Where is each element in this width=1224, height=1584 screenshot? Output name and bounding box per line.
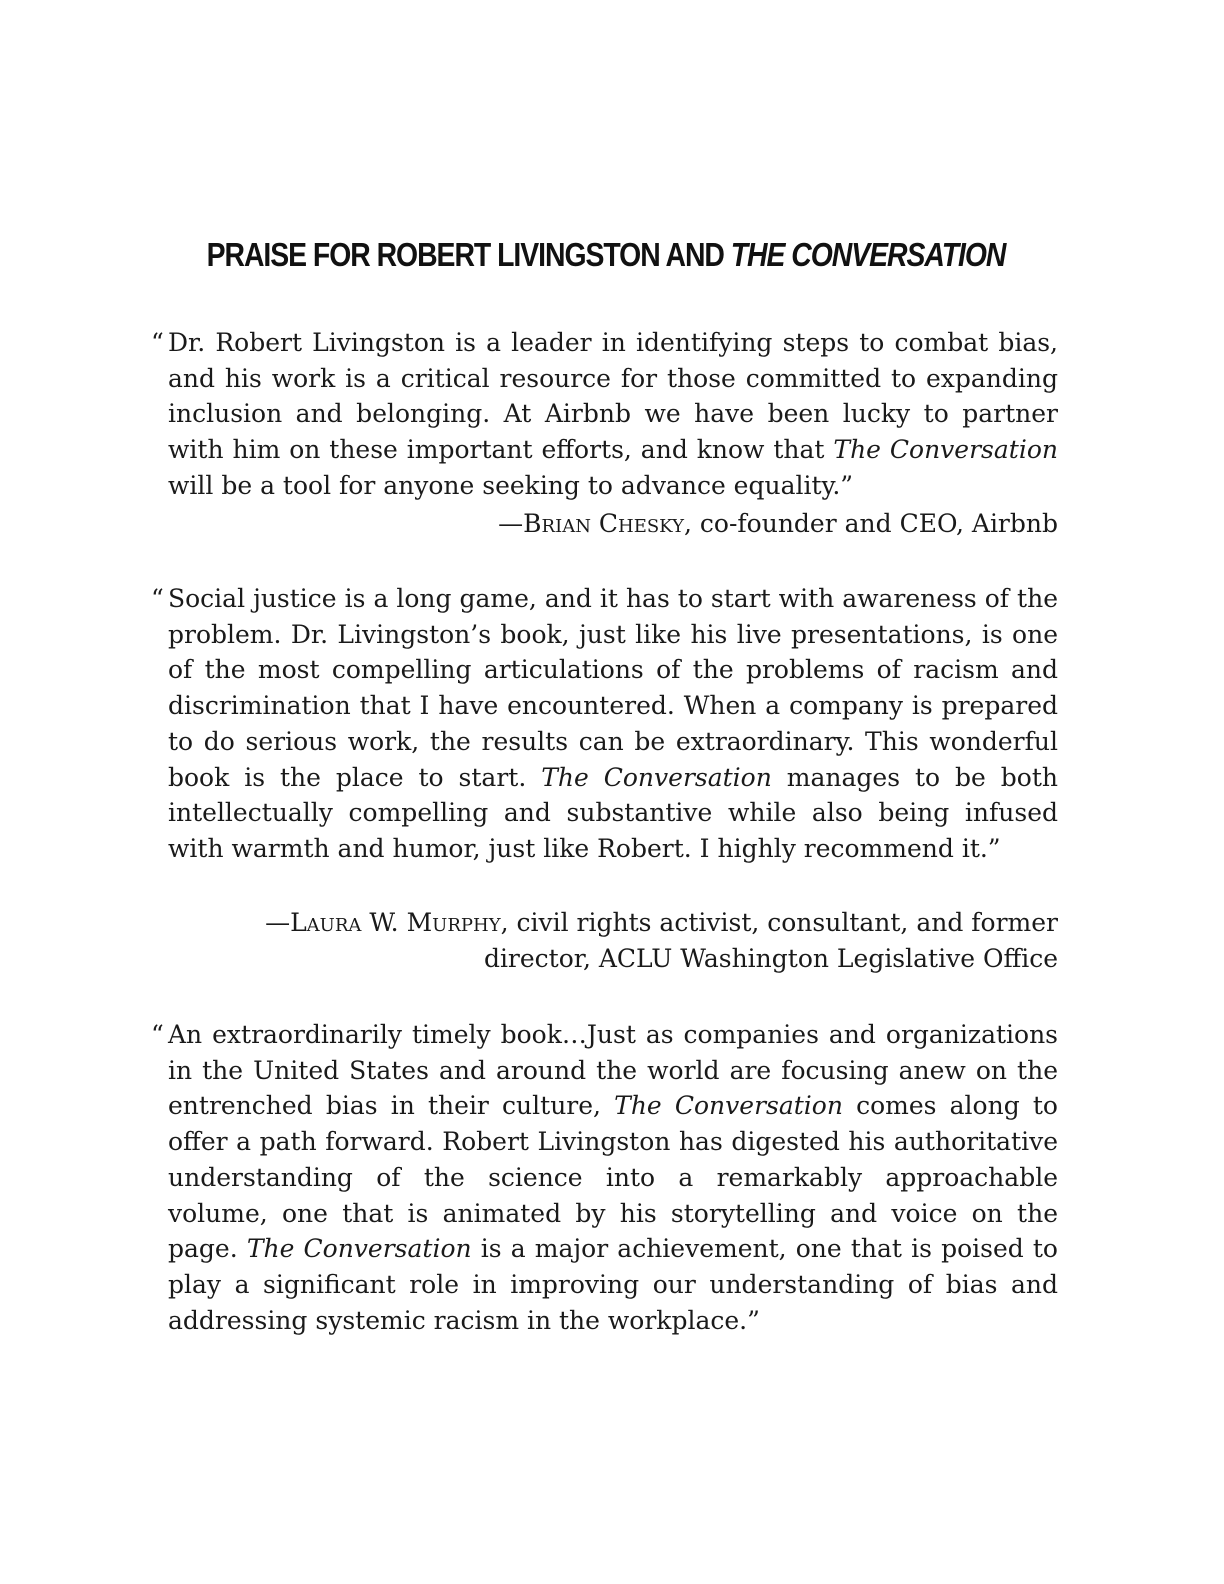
quote-brian-chesky (151, 325, 1058, 504)
quote-open-mark: “ (151, 1020, 164, 1049)
attribution-dash: — (265, 908, 291, 937)
attribution-laura-murphy (168, 905, 1058, 976)
quote-laura-murphy (151, 581, 1058, 867)
quote-open-mark: “ (151, 584, 164, 613)
title-main: PRAISE FOR ROBERT LIVINGSTON AND (206, 236, 731, 273)
quote-text: Dr. Robert Livingston is a leader in identifying steps to combat bias, and his work is a critical resource for those committed to expanding inclusion and belonging. At Airbnb we have been lucky to partner with him on these important efforts, and know that (168, 328, 1058, 465)
attribution-dash: — (498, 509, 524, 538)
book-title-italic: The Conversation (833, 435, 1058, 465)
book-title-italic: The Conversation (541, 762, 772, 792)
quote-text: comes along to offer a path forward. Robert Livingston has digested his authoritative understanding of the science into a remarkably approachable volume, one that is animated by his storytelling and voice on the page. (168, 1091, 1058, 1264)
attribution-brian-chesky (168, 506, 1058, 542)
attribution-role: , co-founder and CEO, Airbnb (684, 509, 1058, 538)
quote-anonymous (151, 1017, 1058, 1338)
book-title-italic: The Conversation (246, 1234, 472, 1264)
attribution-name: Brian Chesky (523, 509, 685, 538)
title-book-name: THE CONVERSATION (730, 236, 1006, 273)
attribution-line-2: director, ACLU Washington Legislative Office (483, 943, 1058, 973)
quote-text: is a major achievement, one that is poised to play a significant role in improving our understanding of bias and addressing systemic racism in the workplace.” (168, 1234, 1058, 1335)
quote-text: An extraordinarily timely book…Just as companies and organizations in the United States and around the world are focusing anew on the entrenched bias in their culture, (168, 1020, 1058, 1121)
page-title (85, 236, 1127, 274)
quote-open-mark: “ (151, 328, 164, 357)
quote-text: Social justice is a long game, and it has to start with awareness of the problem. Dr. Livingston’s book, just like his live presentations, is one of the most compelling articulations of the problems of racism and discrimination that I have encountered. When a company is prepared to do serious work, the results can be extraordinary. This wonderful book is the place to start. (168, 584, 1058, 792)
quote-text: will be a tool for anyone seeking to advance equality.” (168, 470, 854, 500)
quote-text: manages to be both intellectually compelling and substantive while also being infused with warmth and humor, just like Robert. I highly recommend it.” (168, 762, 1058, 863)
attribution-name: Laura W. Murphy (290, 908, 501, 937)
attribution-line-1 (168, 905, 1058, 941)
book-title-italic: The Conversation (614, 1091, 843, 1121)
attribution-role: , civil rights activist, consultant, and former (500, 908, 1058, 937)
